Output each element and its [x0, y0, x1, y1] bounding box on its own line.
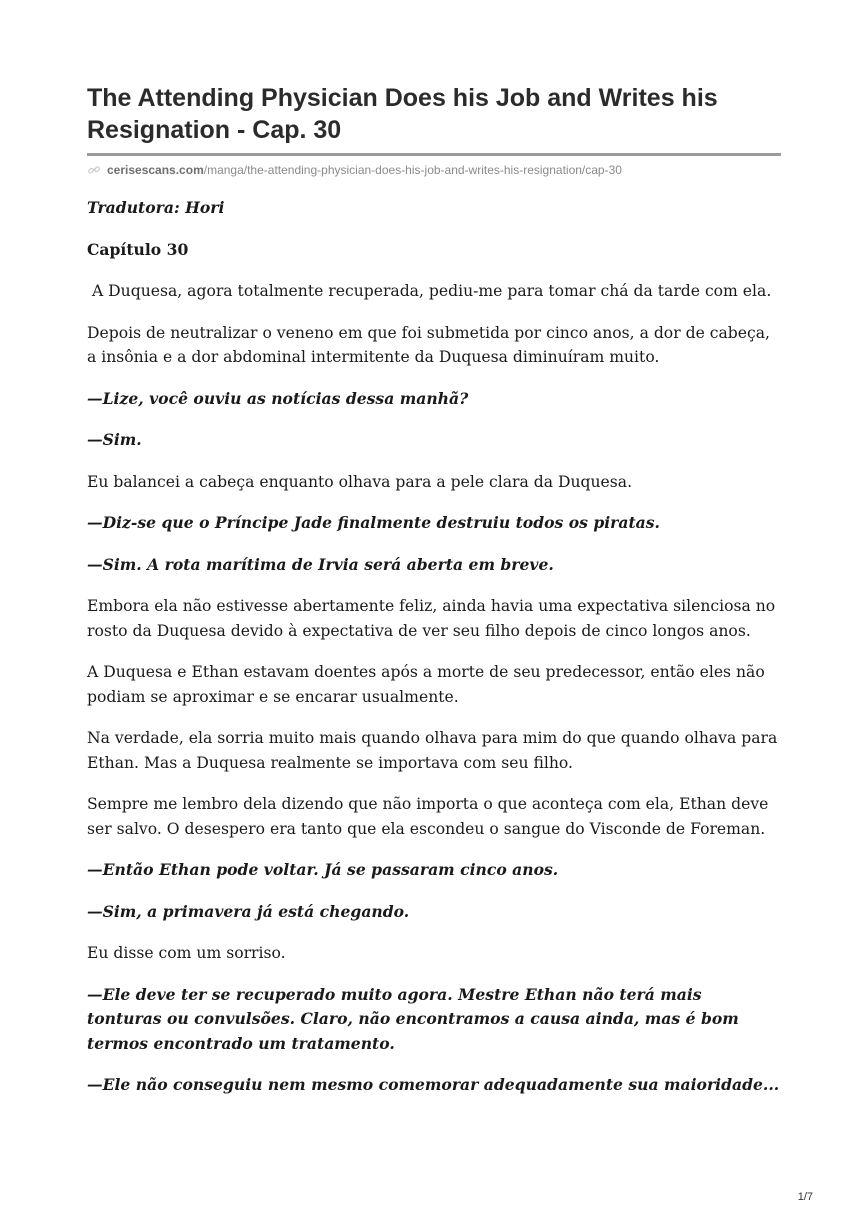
dialogue-line: —Sim.	[87, 430, 142, 449]
dialogue-line: —Sim. A rota marítima de Irvia será aberta em breve.	[87, 554, 554, 574]
source-domain[interactable]: cerisescans.com	[107, 163, 204, 177]
source-url[interactable]	[87, 163, 781, 177]
document-page	[87, 82, 781, 1115]
paragraph: A Duquesa e Ethan estavam doentes após a morte de seu predecessor, então eles não podiam se aproximar e se encarar usualmente.	[87, 663, 765, 706]
paragraph: Eu disse com um sorriso.	[87, 944, 286, 962]
translator-credit: Tradutora: Hori	[87, 198, 225, 217]
paragraph: Depois de neutralizar o veneno em que foi submetida por cinco anos, a dor de cabeça, a insônia e a dor abdominal intermitente da Duquesa diminuíram muito.	[87, 323, 771, 366]
source-path[interactable]: /manga/the-attending-physician-does-his-job-and-writes-his-resignation/cap-30	[203, 163, 622, 177]
dialogue-line: —Sim, a primavera já está chegando.	[87, 901, 410, 921]
paragraph: Eu balancei a cabeça enquanto olhava para a pele clara da Duquesa.	[87, 472, 633, 491]
page-number: 1/7	[797, 1191, 813, 1203]
article-content	[87, 196, 781, 1098]
dialogue-line: —Diz-se que o Príncipe Jade finalmente destruiu todos os piratas.	[87, 513, 660, 532]
page-title: The Attending Physician Does his Job and Writes his Resignation - Cap. 30	[87, 84, 718, 144]
dialogue-line: —Então Ethan pode voltar. Já se passaram cinco anos.	[87, 860, 559, 879]
paragraph: Sempre me lembro dela dizendo que não importa o que aconteça com ela, Ethan deve ser salvo. O desespero era tanto que ela escondeu o sangue do Visconde de Foreman.	[87, 795, 769, 838]
paragraph: A Duquesa, agora totalmente recuperada, pediu-me para tomar chá da tarde com ela.	[87, 282, 772, 300]
dialogue-line: —Ele não conseguiu nem mesmo comemorar adequadamente sua maioridade...	[87, 1075, 780, 1094]
dialogue-line: —Ele deve ter se recuperado muito agora. Mestre Ethan não terá mais tonturas ou convulsões. Claro, não encontramos a causa ainda, mas é bom termos encontrado um tratamento.	[87, 984, 739, 1053]
title-divider	[87, 153, 781, 156]
chapter-heading: Capítulo 30	[87, 239, 189, 259]
link-icon	[87, 163, 101, 177]
paragraph: Embora ela não estivesse abertamente feliz, ainda havia uma expectativa silenciosa no rosto da Duquesa devido à expectativa de ver seu filho depois de cinco longos anos.	[87, 597, 776, 640]
dialogue-line: —Lize, você ouviu as notícias dessa manhã?	[87, 388, 469, 408]
paragraph: Na verdade, ela sorria muito mais quando olhava para mim do que quando olhava para Ethan. Mas a Duquesa realmente se importava com seu filho.	[87, 729, 778, 772]
